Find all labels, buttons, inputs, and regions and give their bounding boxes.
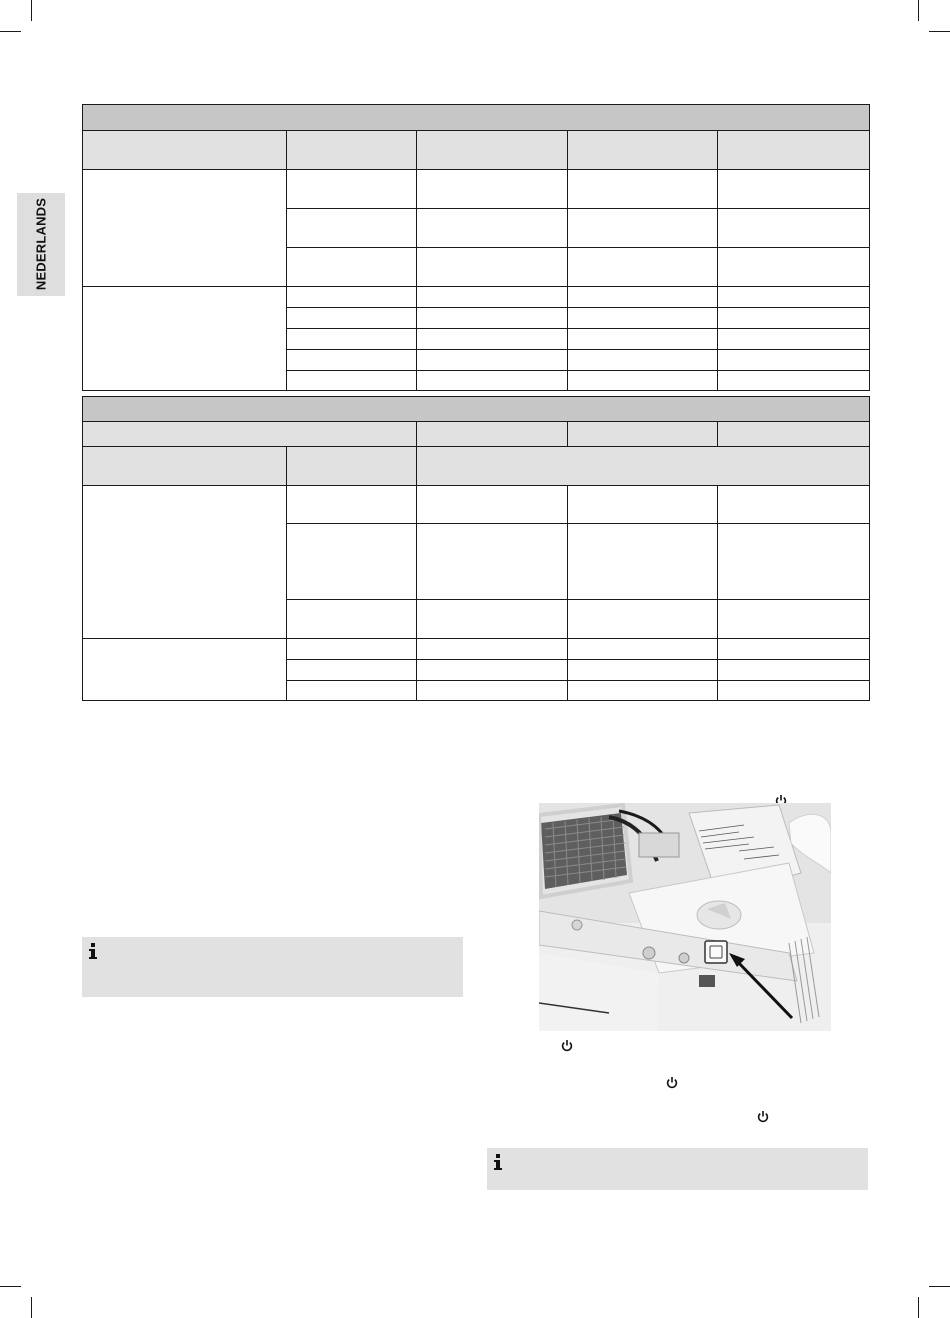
column-header [568,422,718,447]
table-cell [287,660,417,681]
table-cell [417,486,568,524]
table-cell [718,248,870,287]
table-cell [287,248,417,287]
table-cell [417,209,568,248]
info-note-box [487,1148,868,1190]
table-cell [417,308,568,329]
language-tab [17,193,65,296]
table-cell [718,524,870,600]
table-cell [287,329,417,350]
table-cell [568,308,718,329]
column-header [83,131,287,170]
table-cell [718,287,870,308]
table-cell [417,248,568,287]
row-group-label [83,287,287,391]
column-header [83,447,287,486]
appliance-photo [539,803,831,1031]
table-cell [417,350,568,371]
table-cell [718,170,870,209]
crop-mark [31,0,32,21]
table-cell [718,681,870,701]
table-cell [568,170,718,209]
table-cell [287,681,417,701]
power-symbol-icon [757,1110,769,1123]
table-cell [568,287,718,308]
table-cell [287,639,417,660]
table-title-row [83,397,870,422]
table-cell [287,308,417,329]
table-cell [568,329,718,350]
table-cell [718,329,870,350]
info-icon [88,943,98,959]
table-title-row [83,105,870,131]
table-cell [287,209,417,248]
table-cell [417,287,568,308]
crop-mark [918,0,919,21]
table-cell [417,639,568,660]
table-cell [568,371,718,391]
power-symbol-icon [666,1076,678,1089]
info-icon [493,1154,503,1170]
table-cell [718,209,870,248]
spec-table-1 [82,104,870,391]
table-cell [287,350,417,371]
column-header [417,447,870,486]
table-cell [417,170,568,209]
table-cell [718,350,870,371]
column-header [417,131,568,170]
table-cell [568,209,718,248]
table-cell [568,660,718,681]
crop-mark [0,31,21,32]
crop-mark [31,1297,32,1318]
table-cell [287,486,417,524]
table-cell [568,639,718,660]
table-cell [417,660,568,681]
column-header [417,422,568,447]
language-tab-label: NEDERLANDS [33,197,49,291]
crop-mark [929,1286,950,1287]
table-cell [568,600,718,639]
table-cell [417,371,568,391]
table-cell [568,486,718,524]
row-group-label [83,486,287,639]
table-cell [718,308,870,329]
crop-mark [929,31,950,32]
table-cell [718,371,870,391]
column-header [287,131,417,170]
column-header [287,447,417,486]
table-cell [287,287,417,308]
table-cell [287,170,417,209]
table-cell [417,600,568,639]
spec-table-2 [82,396,870,701]
table-cell [568,248,718,287]
table-cell [568,681,718,701]
table-cell [287,600,417,639]
column-header [718,131,870,170]
table-cell [417,329,568,350]
table-cell [718,639,870,660]
row-group-label [83,639,287,701]
info-note-box [82,937,463,997]
table-cell [718,600,870,639]
column-header [83,422,417,447]
column-header [718,422,870,447]
power-symbol-icon [561,1039,573,1052]
crop-mark [918,1297,919,1318]
row-group-label [83,170,287,287]
table-cell [718,660,870,681]
table-cell [568,350,718,371]
table-cell [287,524,417,600]
column-header [568,131,718,170]
table-cell [287,371,417,391]
crop-mark [0,1286,21,1287]
table-cell [718,486,870,524]
table-cell [417,524,568,600]
table-cell [417,681,568,701]
table-cell [568,524,718,600]
